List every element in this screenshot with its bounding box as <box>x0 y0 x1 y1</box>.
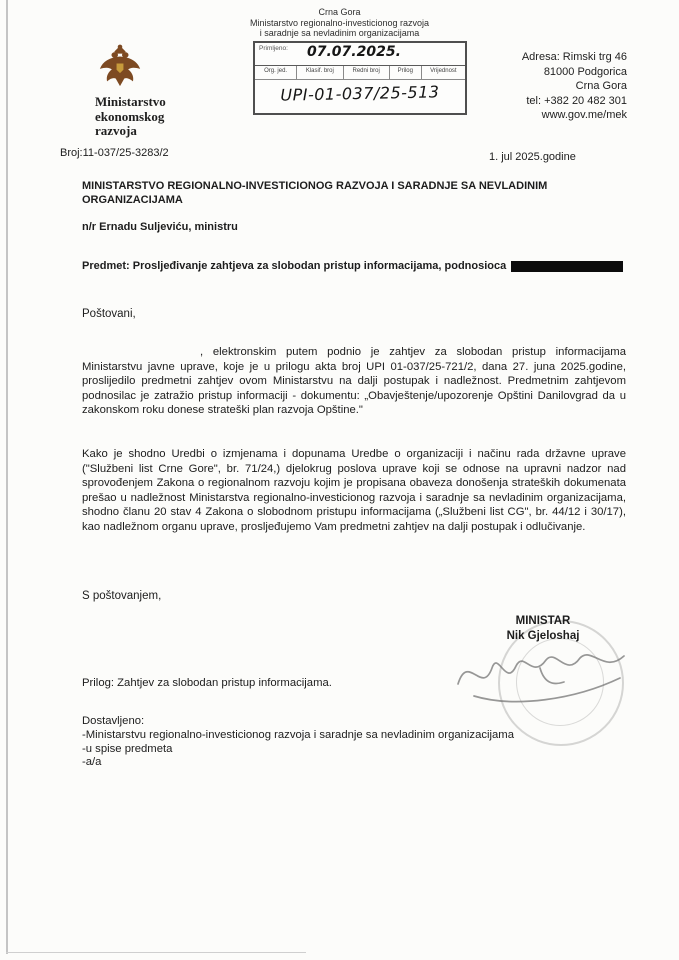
receipt-stamp <box>253 41 467 115</box>
sender-address-block <box>522 50 627 123</box>
document-number: Broj:11-037/25-3283/2 <box>60 147 169 159</box>
attention-line: n/r Ernadu Suljeviću, ministru <box>82 221 238 233</box>
scan-edge-artifact <box>6 0 8 954</box>
distribution-label: Dostavljeno: <box>82 715 145 727</box>
reference-number-handwritten: UPI-01-037/25-513 <box>280 82 440 105</box>
stamp-column-label: Org. jed. <box>255 66 297 79</box>
attachment-line: Prilog: Zahtjev za slobodan pristup informacijama. <box>82 677 332 689</box>
subject-label: Predmet: <box>82 260 130 272</box>
signatory-title: MINISTAR <box>515 615 571 627</box>
received-label: Primljeno: <box>259 45 288 52</box>
address-line: tel: +382 20 482 301 <box>526 94 627 107</box>
recipient-header <box>0 7 679 39</box>
paragraph-text: , elektronskim putem podnio je zahtjev za slobodan pristup informacijama Ministarstvu javne uprave, koje je u prilogu akta broj UPI 01-037/25-721/2, dana 27. juna 2025.godine, proslijedilo predmetni zahtjev ovom Ministarstvu na dalji postupak i nadležnost. Predmetnim zahtjevom podnosilac je zatražio pristup informaciji - dokumentu: „Obavještenje/upozorenje Opštini Danilovgrad da u zakonskom roku donese strateški plan razvoja Opštine." <box>82 346 626 417</box>
distribution-block <box>82 715 514 770</box>
coat-of-arms-icon <box>97 42 143 97</box>
stamp-column-label: Redni broj <box>344 66 390 79</box>
distribution-item: -u spise predmeta <box>82 742 173 755</box>
redacted-name-blank <box>82 347 200 355</box>
redaction-box <box>511 261 623 272</box>
sender-name-line: ekonomskog <box>95 108 165 124</box>
stamp-column-label: Prilog <box>390 66 422 79</box>
document-date: 1. jul 2025.godine <box>489 151 576 163</box>
scan-edge-artifact <box>6 952 306 953</box>
handwritten-signature <box>452 638 637 715</box>
recipient-header-line: Crna Gora <box>318 7 361 17</box>
subject-text: Prosljeđivanje zahtjeva za slobodan pristup informacijama, podnosioca <box>132 260 507 272</box>
subject-line <box>82 259 627 273</box>
sender-name-line: Ministarstvo <box>95 94 166 109</box>
distribution-item: -a/a <box>82 756 102 769</box>
salutation: Poštovani, <box>82 308 136 320</box>
signatory-name: Nik Gjeloshaj <box>506 630 580 642</box>
stamp-column-label: Vrijednost <box>430 68 457 74</box>
address-line: Crna Gora <box>575 80 627 92</box>
stamp-column-label: Klasif. broj <box>297 66 343 79</box>
address-line: Adresa: Rimski trg 46 <box>521 51 627 63</box>
distribution-item: -Ministarstvu regionalno-investicionog razvoja i saradnje sa nevladinim organizacijama <box>82 728 515 741</box>
sender-name-line: razvoja <box>95 123 137 138</box>
sender-ministry-name <box>95 95 166 139</box>
recipient-heading: MINISTARSTVO REGIONALNO-INVESTICIONOG RAZVOJA I SARADNJE SA NEVLADINIM ORGANIZACIJAMA <box>82 180 548 206</box>
received-date-handwritten: 07.07.2025. <box>307 44 401 60</box>
address-line: www.gov.me/mek <box>541 109 627 121</box>
body-paragraph-1 <box>82 345 626 418</box>
closing-line: S poštovanjem, <box>82 590 162 602</box>
recipient-header-line: Ministarstvo regionalno-investicionog razvoja <box>249 17 430 28</box>
body-paragraph-2: Kako je shodno Uredbi o izmjenama i dopunama Uredbe o organizaciji i načinu rada državne uprave ("Službeni list Crne Gore", br. 71/24,) djelokrug poslova uprave koji se odnose na upravni nadzor nad sprovođenjem Zakona o regionalnom razvoju kojim je propisana obaveza donošenja strateških dokumenata prešao u nadležnost Ministarstva regionalno-investicionog razvoja i saradnje sa nevladinim organizacijama, shodno članu 20 stav 4 Zakona o slobodnom pristupu informacijama („Službeni list CG", br. 44/12 i 30/17), kao nadležnom organu uprave, prosljeđujemo Vam predmetni zahtjev na dalji postupak i odlučivanje. <box>82 448 626 533</box>
recipient-header-line: i saradnje sa nevladinim organizacijama <box>259 28 420 38</box>
receipt-stamp-date-row <box>255 43 465 66</box>
address-line: 81000 Podgorica <box>543 65 627 78</box>
